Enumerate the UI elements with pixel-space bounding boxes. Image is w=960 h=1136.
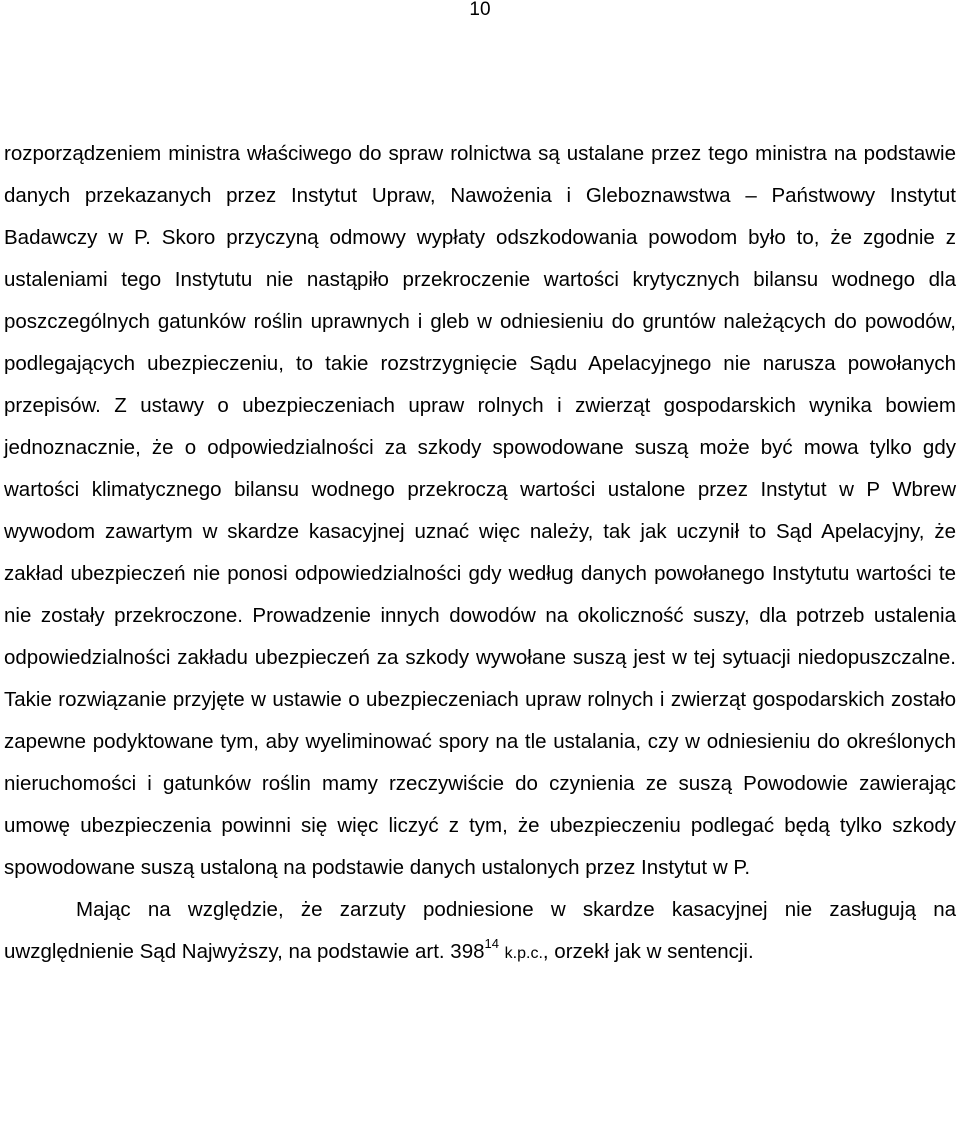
page-number: 10	[469, 0, 491, 20]
paragraph-2-text: Mając na względzie, że zarzuty podniesione w skardze kasacyjnej nie zasługują na uwzględnienie Sąd Najwyższy, na podstawie art. 398	[4, 898, 956, 963]
paragraph-2-ending: , orzekł jak w sentencji.	[542, 940, 754, 963]
article-superscript: 14	[484, 936, 499, 952]
document-body	[4, 133, 956, 975]
body-paragraph-2	[4, 889, 956, 975]
code-abbreviation: k.p.c.	[504, 945, 543, 962]
body-paragraph-1: rozporządzeniem ministra właściwego do spraw rolnictwa są ustalane przez tego ministra na podstawie danych przekazanych przez Instytut Upraw, Nawożenia i Gleboznawstwa – Państwowy Instytut Badawczy w P. Skoro przyczyną odmowy wypłaty odszkodowania powodom było to, że zgodnie z ustaleniami tego Instytutu nie nastąpiło przekroczenie wartości krytycznych bilansu wodnego dla poszczególnych gatunków roślin uprawnych i gleb w odniesieniu do gruntów należących do powodów, podlegających ubezpieczeniu, to takie rozstrzygnięcie Sądu Apelacyjnego nie narusza powołanych przepisów. Z ustawy o ubezpieczeniach upraw rolnych i zwierząt gospodarskich wynika bowiem jednoznacznie, że o odpowiedzialności za szkody spowodowane suszą może być mowa tylko gdy wartości klimatycznego bilansu wodnego przekroczą wartości ustalone przez Instytut w P Wbrew wywodom zawartym w skardze kasacyjnej uznać więc należy, tak jak uczynił to Sąd Apelacyjny, że zakład ubezpieczeń nie ponosi odpowiedzialności gdy według danych powołanego Instytutu wartości te nie zostały przekroczone. Prowadzenie innych dowodów na okoliczność suszy, dla potrzeb ustalenia odpowiedzialności zakładu ubezpieczeń za szkody wywołane suszą jest w tej sytuacji niedopuszczalne. Takie rozwiązanie przyjęte w ustawie o ubezpieczeniach upraw rolnych i zwierząt gospodarskich zostało zapewne podyktowane tym, aby wyeliminować spory na tle ustalania, czy w odniesieniu do określonych nieruchomości i gatunków roślin mamy rzeczywiście do czynienia ze suszą Powodowie zawierając umowę ubezpieczenia powinni się więc liczyć z tym, że ubezpieczeniu podlegać będą tylko szkody spowodowane suszą ustaloną na podstawie danych ustalonych przez Instytut w P.	[4, 142, 956, 879]
